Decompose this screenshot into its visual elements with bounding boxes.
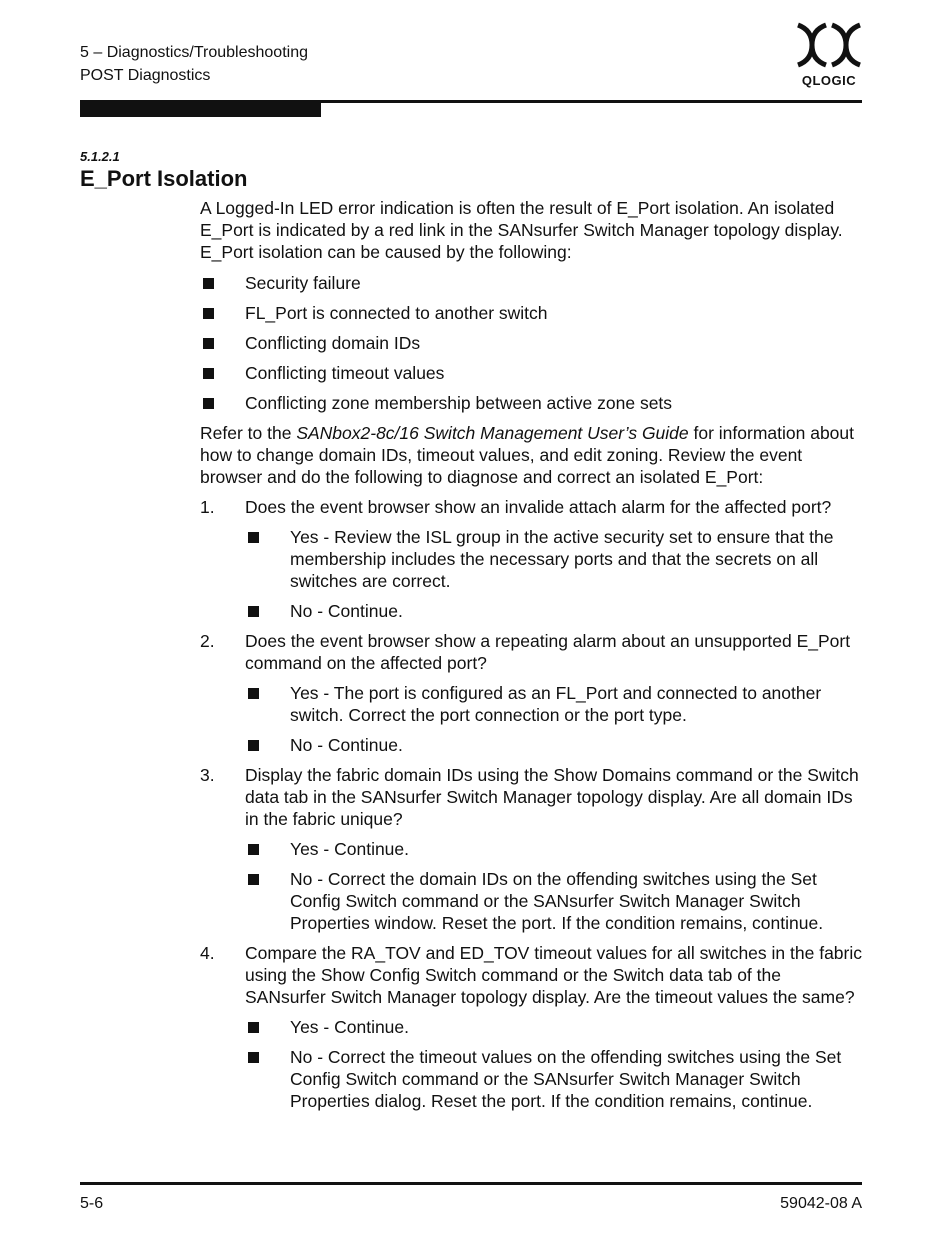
step-number: 1. [200,497,215,517]
list-item: Security failure [200,272,866,294]
list-item: Conflicting domain IDs [200,332,866,354]
answer-item: No - Correct the domain IDs on the offending switches using the Set Config Switch command or the SANsurfer Switch Manager Switch Properties window. Reset the port. If the condition remains, continue. [245,868,866,934]
bullet-square-icon [248,606,259,617]
step-2 [200,630,866,756]
causes-list [200,272,866,414]
header-section: POST Diagnostics [80,67,211,84]
step-1 [200,496,866,622]
bullet-square-icon [248,532,259,543]
bullet-square-icon [203,278,214,289]
step-question: Compare the RA_TOV and ED_TOV timeout values for all switches in the fabric using the Show Config Switch command or the Switch data tab of the SANsurfer Switch Manager topology display. Are the timeout values the same? [245,943,862,1007]
answer-item: Yes - Continue. [245,1016,866,1038]
answers-list [245,682,866,756]
intro-paragraph: A Logged-In LED error indication is often the result of E_Port isolation. An isolated E_Port is indicated by a red link in the SANsurfer Switch Manager topology display. E_Port isolation can be caused by the following: [200,198,843,262]
document-id: 59042-08 A [780,1195,862,1212]
bullet-square-icon [203,368,214,379]
answers-list [245,1016,866,1112]
footer-rule [80,1182,862,1185]
header-tab-bar [80,103,321,117]
bullet-square-icon [248,874,259,885]
section-title: E_Port Isolation [80,166,248,191]
answer-item: Yes - Review the ISL group in the active security set to ensure that the membership includes the necessary ports and that the secrets on all switches are correct. [245,526,866,592]
answer-item: Yes - The port is configured as an FL_Port and connected to another switch. Correct the port connection or the port type. [245,682,866,726]
answers-list [245,526,866,622]
steps-list [200,496,866,1112]
step-number: 4. [200,943,215,963]
header-chapter: 5 – Diagnostics/Troubleshooting [80,44,308,61]
qlogic-logo [792,22,866,92]
list-item: Conflicting timeout values [200,362,866,384]
bullet-square-icon [203,398,214,409]
bullet-square-icon [248,844,259,855]
guide-title: SANbox2-8c/16 Switch Management User’s Guide [296,423,689,443]
bullet-square-icon [248,740,259,751]
step-number: 3. [200,765,215,785]
step-3 [200,764,866,934]
step-question: Display the fabric domain IDs using the Show Domains command or the Switch data tab in the SANsurfer Switch Manager topology display. Are all domain IDs in the fabric unique? [245,765,859,829]
list-item: FL_Port is connected to another switch [200,302,866,324]
page-number: 5-6 [80,1195,104,1212]
step-4 [200,942,866,1112]
step-question: Does the event browser show a repeating alarm about an unsupported E_Port command on the affected port? [245,631,851,673]
qlogic-logo-icon [796,22,862,68]
step-question: Does the event browser show an invalide attach alarm for the affected port? [245,497,832,517]
answer-item: Yes - Continue. [245,838,866,860]
bullet-square-icon [203,308,214,319]
section-number: 5.1.2.1 [80,149,120,164]
bullet-square-icon [248,1022,259,1033]
bullet-square-icon [248,688,259,699]
answers-list [245,838,866,934]
answer-item: No - Correct the timeout values on the offending switches using the Set Config Switch command or the SANsurfer Switch Manager Switch Properties dialog. Reset the port. If the condition remains, continue. [245,1046,866,1112]
refer-paragraph: Refer to the SANbox2-8c/16 Switch Management User’s Guide for information about how to change domain IDs, timeout values, and edit zoning. Review the event browser and do the following to diagnose and correct an isolated E_Port: [200,423,855,487]
step-number: 2. [200,631,215,651]
answer-item: No - Continue. [245,734,866,756]
bullet-square-icon [203,338,214,349]
list-item: Conflicting zone membership between active zone sets [200,392,866,414]
answer-item: No - Continue. [245,600,866,622]
logo-text: QLOGIC [801,73,857,88]
body-text [200,197,866,1120]
bullet-square-icon [248,1052,259,1063]
